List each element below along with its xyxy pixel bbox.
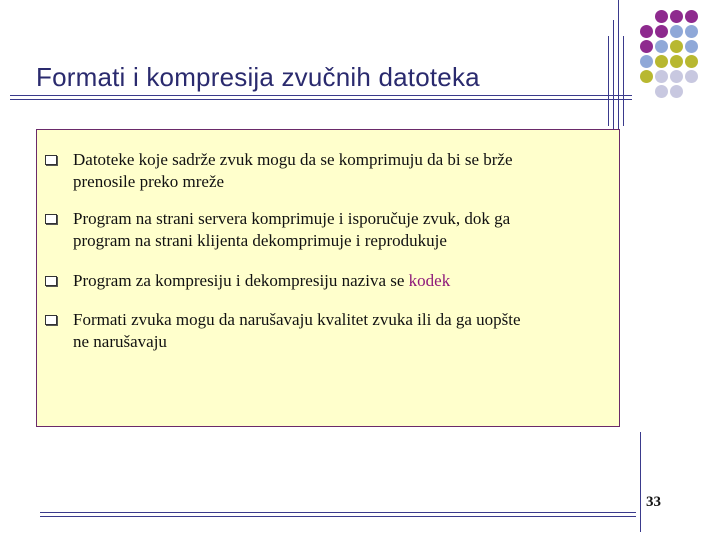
decorative-dot xyxy=(685,40,698,53)
highlighted-term: kodek xyxy=(408,271,451,290)
decorative-dot xyxy=(655,10,668,23)
footer-vertical-line xyxy=(640,432,641,532)
decorative-dot-grid xyxy=(640,10,698,98)
decorative-dot xyxy=(670,70,683,83)
decorative-dot xyxy=(640,85,653,98)
decorative-dot xyxy=(685,10,698,23)
title-underline-top xyxy=(10,95,632,96)
content-box xyxy=(36,129,620,427)
decorative-dot xyxy=(640,55,653,68)
decor-vertical-line-3 xyxy=(618,0,619,130)
decorative-dot xyxy=(640,70,653,83)
decor-vertical-line-4 xyxy=(623,36,624,126)
decorative-dot xyxy=(670,85,683,98)
decorative-dot xyxy=(685,55,698,68)
decorative-dot xyxy=(655,85,668,98)
bullet-item xyxy=(45,208,605,252)
decorative-dot xyxy=(670,10,683,23)
decorative-dot xyxy=(655,25,668,38)
decorative-dot xyxy=(640,10,653,23)
footer-line-top xyxy=(40,512,636,513)
decorative-dot xyxy=(670,40,683,53)
decorative-dot xyxy=(640,40,653,53)
checkbox-bullet-icon xyxy=(45,276,57,286)
decorative-dot xyxy=(655,70,668,83)
checkbox-bullet-icon xyxy=(45,214,57,224)
page-number: 33 xyxy=(646,494,661,510)
bullet-text: Datoteke koje sadrže zvuk mogu da se komprimuju da bi se brže prenosile preko mreže xyxy=(73,150,513,191)
decorative-dot xyxy=(670,25,683,38)
title-underline-bottom xyxy=(10,99,632,100)
bullet-item xyxy=(45,270,605,292)
footer-line-bottom xyxy=(40,516,636,517)
decorative-dot xyxy=(655,40,668,53)
bullet-item xyxy=(45,309,605,353)
decorative-dot xyxy=(685,25,698,38)
checkbox-bullet-icon xyxy=(45,155,57,165)
slide-title: Formati i kompresija zvučnih datoteka xyxy=(36,62,480,92)
decor-vertical-line-1 xyxy=(608,36,609,126)
bullet-text: Program na strani servera komprimuje i isporučuje zvuk, dok ga program na strani klijenta dekomprimuje i reprodukuje xyxy=(73,209,511,250)
bullet-text: Formati zvuka mogu da narušavaju kvalitet zvuka ili da ga uopšte ne narušavaju xyxy=(73,310,521,351)
decorative-dot xyxy=(685,85,698,98)
checkbox-bullet-icon xyxy=(45,315,57,325)
decorative-dot xyxy=(670,55,683,68)
bullet-item xyxy=(45,149,605,193)
decorative-dot xyxy=(685,70,698,83)
bullet-text: Program za kompresiju i dekompresiju naziva se kodek xyxy=(73,271,451,290)
decor-vertical-line-2 xyxy=(613,20,614,130)
decorative-dot xyxy=(655,55,668,68)
decorative-dot xyxy=(640,25,653,38)
